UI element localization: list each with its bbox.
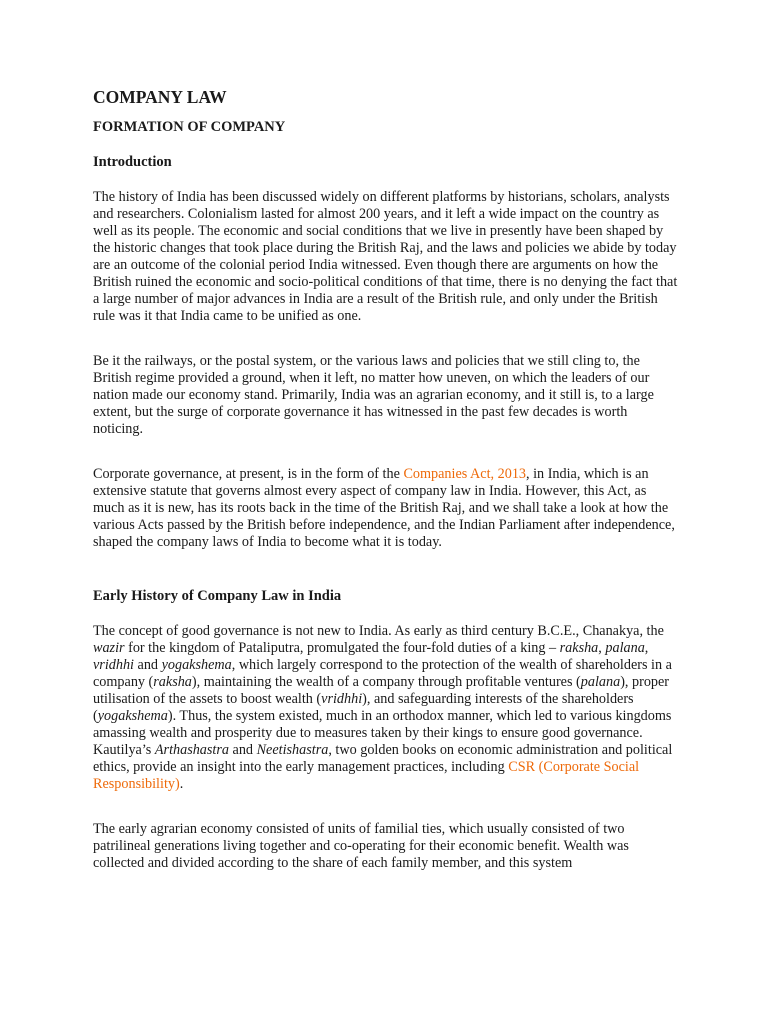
intro-paragraph-1: The history of India has been discussed widely on different platforms by historians, scholars, analysts and researchers. Colonialism lasted for almost 200 years, and it left a wide impact on the country as well as its people. The economic and social conditions that we live in presently have been shaped by the historic changes that took place during the British Raj, and the laws and policies we abide by today are an outcome of the colonial period India witnessed. Even though there are arguments on how the British ruined the economic and socio-political conditions of that time, there is no denying the fact that a large number of major advances in India are a result of the British rule, and only under the British rule was it that India came to be unified as one. <box>93 189 678 324</box>
italic-term: palana <box>580 674 621 690</box>
document-title: COMPANY LAW <box>93 87 227 107</box>
history-paragraph-3: The early agrarian economy consisted of units of familial ties, which usually consisted of two patrilineal generations living together and co-operating for their economic benefit. Wealth was collected and divided according to the share of each family member, and this system <box>93 821 629 871</box>
document-subtitle: FORMATION OF COMPANY <box>93 119 286 135</box>
intro-paragraph-2: Be it the railways, or the postal system, or the various laws and policies that we still cling to, the British regime provided a ground, when it left, no matter how uneven, on which the leaders of our nation made our economy stand. Primarily, India was an agrarian economy, and it still is, to a large extent, but the surge of corporate governance it has witnessed in the past few decades is worth noticing. <box>93 353 654 437</box>
italic-term: yogakshema <box>161 657 232 673</box>
text-run: for the kingdom of Pataliputra, promulgated the four-fold duties of a king – <box>124 640 560 656</box>
text-run: ), and safeguarding interests of the shareholders ( <box>93 691 634 724</box>
early-history-heading: Early History of Company Law in India <box>93 588 342 604</box>
text-run: Corporate governance, at present, is in the form of the <box>93 466 404 482</box>
italic-term: Neetishastra <box>256 742 329 758</box>
italic-term: vridhhi <box>321 691 363 707</box>
italic-term: palana <box>605 640 645 656</box>
text-run: Kautilya’s <box>93 742 155 758</box>
text-run: The concept of good governance is not new to India. As early as third century B.C.E., Chanakya, the <box>93 623 664 639</box>
introduction-heading: Introduction <box>93 154 172 170</box>
text-run: , <box>644 640 649 656</box>
intro-paragraph-3 <box>93 466 680 551</box>
text-run: . <box>179 776 184 792</box>
text-run: and <box>133 657 162 673</box>
text-run: ). Thus, the system existed, much in an orthodox manner, which led to various kingdoms amassing wealth and prosperity due to measures taken by their kings to ensure good governance. <box>93 708 672 741</box>
history-paragraph-2 <box>93 742 680 793</box>
text-run: and <box>228 742 257 758</box>
italic-term: yogakshema <box>97 708 168 724</box>
italic-term: raksha <box>559 640 599 656</box>
italic-term: vridhhi <box>93 657 134 673</box>
history-paragraph-1 <box>93 623 680 742</box>
text-run: , which largely correspond to the protection of the wealth of shareholders in a company ( <box>93 657 672 690</box>
text-run: , <box>598 640 606 656</box>
companies-act-link[interactable]: Companies Act, 2013 <box>403 466 527 482</box>
text-run: , two golden books on economic administration and political ethics, provide an insight into the early management practices, including <box>93 742 673 775</box>
text-run: ), maintaining the wealth of a company through profitable ventures ( <box>191 674 581 690</box>
italic-term: wazir <box>93 640 125 656</box>
italic-term: Arthashastra <box>154 742 229 758</box>
italic-term: raksha <box>153 674 192 690</box>
csr-link[interactable]: CSR (Corporate Social Responsibility) <box>93 759 640 792</box>
text-run: , in India, which is an extensive statute that governs almost every aspect of company law in India. However, this Act, as much as it is new, has its roots back in the time of the British Raj, and we shall take a look at how the various Acts passed by the British before independence, and the Indian Parliament after independence, shaped the company laws of India to become what it is today. <box>93 466 675 550</box>
text-run: ), proper utilisation of the assets to boost wealth ( <box>93 674 670 707</box>
